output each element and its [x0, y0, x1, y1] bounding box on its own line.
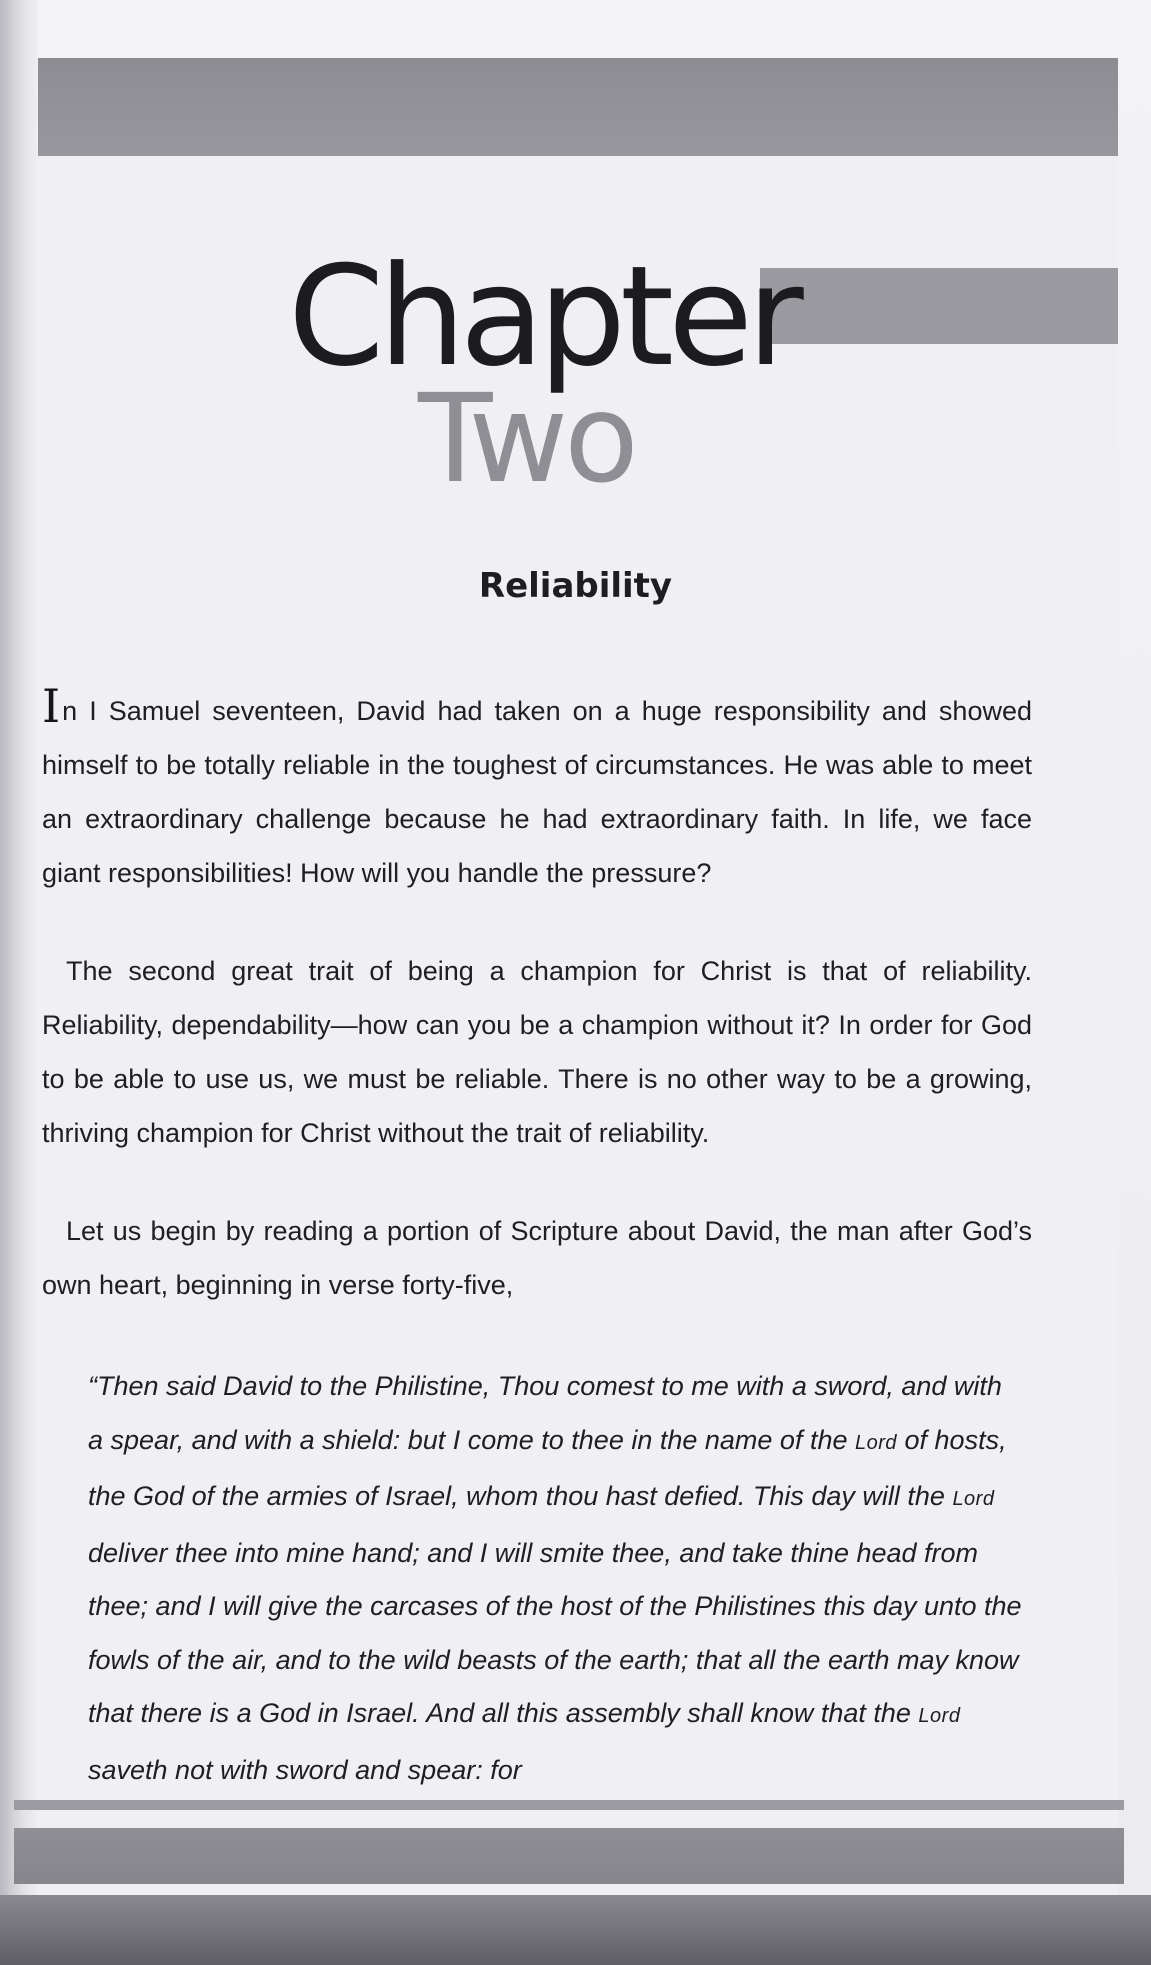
small-caps-lord: Lord	[918, 1705, 961, 1727]
quote-segment-4: saveth not with sword and spear: for	[88, 1754, 522, 1785]
drop-cap: I	[42, 679, 61, 733]
quote-segment-3: deliver thee into mine hand; and I will smite thee, and take thine head from thee; and I will give the carcases of the host of the Philistines this day unto the fowls of the air, and to the wild beasts of the earth; that all the earth may know that there is a God in Israel. And all this assembly shall know that the	[88, 1537, 1022, 1728]
scripture-quote	[88, 1360, 1023, 1797]
chapter-title: Chapter	[288, 236, 798, 397]
page-edge-shadow	[0, 1895, 1151, 1965]
section-heading: Reliability	[478, 566, 673, 606]
small-caps-lord: Lord	[952, 1488, 995, 1510]
book-spine-shadow	[0, 0, 38, 1965]
quote-segment-2: of hosts, the God of the armies of Israel, whom thou hast defied. This day will the	[88, 1424, 1007, 1511]
book-page	[38, 58, 1118, 1896]
footer-rule	[14, 1800, 1124, 1810]
paragraph-1-text: n I Samuel seventeen, David had taken on a huge responsibility and showed himself to be totally reliable in the toughest of circumstances. He was able to meet an extraordinary challenge because he had extraordinary faith. In life, we face giant responsibilities! How will you handle the pressure?	[42, 696, 1032, 888]
paragraph-1	[42, 679, 1032, 900]
small-caps-lord: Lord	[854, 1431, 898, 1454]
paragraph-2: The second great trait of being a champion for Christ is that of reliability. Reliability, dependability—how can you be a champion without it? In order for God to be able to use us, we must be reliable. There is no other way to be a growing, thriving champion for Christ without the trait of reliability.	[42, 956, 1032, 1148]
quote-segment-1: “Then said David to the Philistine, Thou comest to me with a sword, and with a spear, and with a shield: but I come to thee in the name of the	[88, 1371, 1002, 1455]
body-text	[42, 679, 1032, 1356]
title-accent-band	[760, 268, 1118, 344]
paragraph-3: Let us begin by reading a portion of Scripture about David, the man after God’s own heart, beginning in verse forty-five,	[42, 1216, 1032, 1300]
header-band	[38, 58, 1118, 156]
chapter-number: Two	[418, 368, 635, 510]
footer-band	[14, 1828, 1124, 1884]
